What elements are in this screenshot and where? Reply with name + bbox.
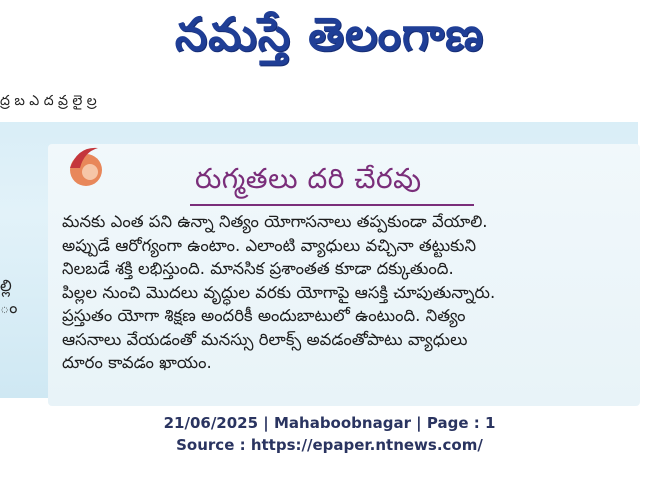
clipping-footer: [0, 412, 659, 456]
body-line: పిల్లల నుంచి మొదలు వృద్ధుల వరకు యోగాపై ఆసక్తి చూపుతున్నారు.: [62, 282, 496, 302]
article-headline: రుగ్మతలు దరి చేరవు: [195, 162, 422, 195]
body-line: నిలబడే శక్తి లభిస్తుంది. మానసిక ప్రశాంతత కూడా దక్కుతుంది.: [62, 259, 454, 278]
article-clipping: [0, 90, 638, 398]
publication-meta: 21/06/2025 | Mahaboobnagar | Page : 1: [163, 414, 496, 432]
cutoff-strip: [0, 90, 638, 122]
masthead-title: నమస్తే తెలంగాణ: [174, 7, 485, 61]
article-body: [62, 210, 622, 375]
body-line: దూరం కావడం ఖాయం.: [62, 353, 212, 372]
headline-underline: [190, 204, 474, 206]
newspaper-masthead: [0, 0, 659, 80]
adjacent-column-fragment: [0, 275, 18, 319]
yoga-figure-icon: [58, 138, 110, 190]
fragment-line: ం: [0, 298, 18, 317]
body-line: ప్రస్తుతం యోగా శిక్షణ అందరికీ అందుబాటులో ఉంటుంది. నిత్యం: [62, 306, 466, 325]
body-line: ఆసనాలు వేయడంతో మనస్సు రిలాక్స్ అవడంతోపాటు వ్యాధులు: [62, 329, 468, 349]
body-line: అప్పుడే ఆరోగ్యంగా ఉంటాం. ఎలాంటి వ్యాధులు వచ్చినా తట్టుకుని: [62, 235, 477, 255]
cutoff-text-line: ద్ర బ ఎ ద వ్ర లై ల్ర: [0, 93, 97, 109]
body-line: మనకు ఎంత పని ఉన్నా నిత్యం యోగాసనాలు తప్పకుండా వేయాలి.: [62, 212, 488, 231]
source-link[interactable]: Source : https://epaper.ntnews.com/: [176, 436, 483, 454]
fragment-line: ల్లి: [0, 276, 12, 295]
